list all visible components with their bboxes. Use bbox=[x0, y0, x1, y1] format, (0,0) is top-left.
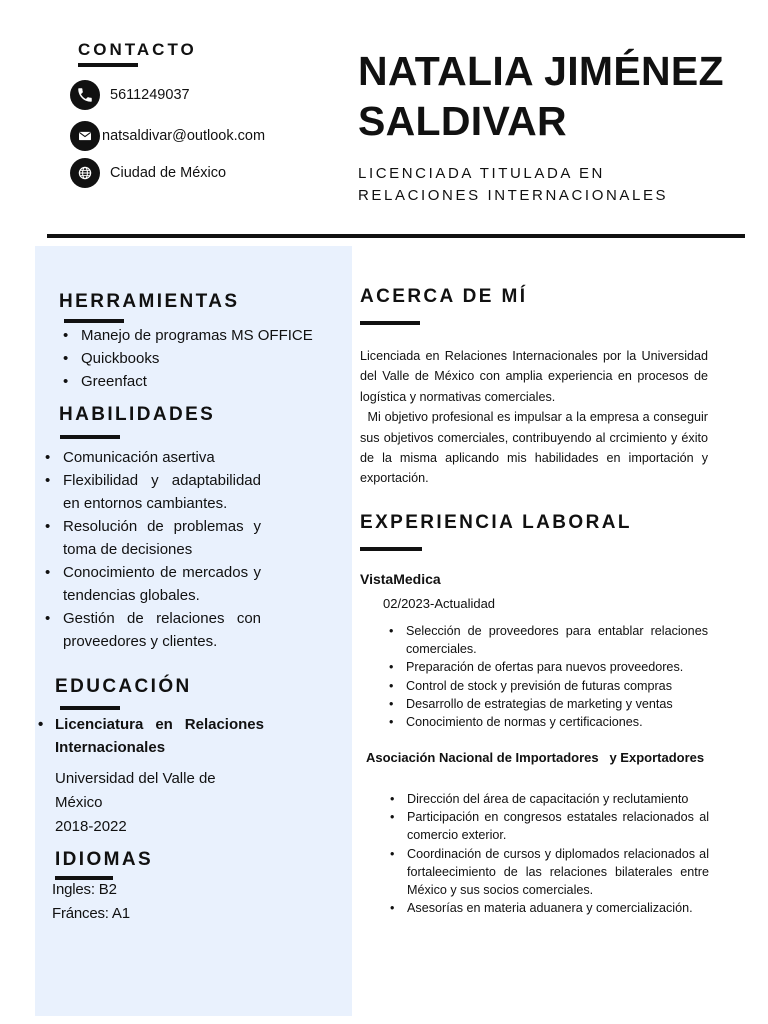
contact-location: Ciudad de México bbox=[110, 165, 227, 181]
contact-location-row bbox=[70, 158, 226, 188]
tools-title-underline bbox=[64, 319, 124, 323]
experience-title-underline bbox=[360, 547, 422, 551]
job-duty: • Asesorías en materia aduanera y comercialización. bbox=[387, 899, 709, 917]
envelope-icon bbox=[70, 121, 100, 151]
person-name-line2: SALDIVAR bbox=[358, 98, 567, 144]
skills-item: • Comunicación asertiva bbox=[43, 446, 261, 469]
about-text bbox=[360, 346, 712, 489]
phone-icon bbox=[70, 80, 100, 110]
skills-item: • Conocimiento de mercados y tendencias globales. bbox=[43, 561, 261, 607]
language-item: Fránces: A1 bbox=[52, 905, 130, 922]
education-school-line2: México bbox=[55, 794, 103, 811]
about-paragraph-2: Mi objetivo profesional es impulsar a la empresa a conseguir sus objetivos comerciales, contribuyendo al crcimiento y éxito de la misma aplicando mis habilidades en importación y exportación. bbox=[360, 410, 712, 486]
skills-item: • Resolución de problemas y toma de decisiones bbox=[43, 515, 261, 561]
about-title: ACERCA DE MÍ bbox=[360, 286, 528, 307]
about-title-underline bbox=[360, 321, 420, 325]
education-list bbox=[36, 713, 264, 759]
job-duties-list bbox=[387, 790, 709, 917]
person-title bbox=[358, 163, 668, 207]
education-school-line1: Universidad del Valle de bbox=[55, 770, 216, 787]
languages-title: IDIOMAS bbox=[55, 849, 154, 870]
language-item: Ingles: B2 bbox=[52, 881, 117, 898]
skills-list bbox=[43, 446, 261, 653]
job-duty: • Dirección del área de capacitación y reclutamiento bbox=[387, 790, 709, 808]
education-years: 2018-2022 bbox=[55, 818, 127, 835]
job-duty: • Selección de proveedores para entablar relaciones comerciales. bbox=[386, 622, 708, 658]
header-divider bbox=[47, 234, 745, 238]
job-company: VistaMedica bbox=[360, 571, 441, 587]
about-paragraph-1: Licenciada en Relaciones Internacionales por la Universidad del Valle de México con amplia experiencia en procesos de logística y normativas comerciales. bbox=[360, 349, 708, 404]
education-title-underline bbox=[60, 706, 120, 710]
job-date: 02/2023-Actualidad bbox=[383, 596, 496, 611]
person-name-line1: NATALIA JIMÉNEZ bbox=[358, 48, 724, 94]
contact-title: CONTACTO bbox=[78, 40, 197, 59]
job-duty: • Conocimiento de normas y certificaciones. bbox=[386, 713, 708, 731]
job-duty: • Control de stock y previsión de futuras compras bbox=[386, 677, 708, 695]
education-title: EDUCACIÓN bbox=[55, 676, 192, 697]
job-company: Asociación Nacional de Importadores y Exportadores bbox=[366, 750, 705, 765]
experience-title: EXPERIENCIA LABORAL bbox=[360, 512, 632, 533]
person-title-line2: RELACIONES INTERNACIONALES bbox=[358, 187, 669, 204]
job-duty: • Preparación de ofertas para nuevos proveedores. bbox=[386, 658, 708, 676]
job-duty: • Coordinación de cursos y diplomados relacionados al fortaleecimiento de las relaciones bilaterales entre México y sus socios comerciales. bbox=[387, 845, 709, 900]
education-school bbox=[55, 767, 216, 839]
globe-icon bbox=[70, 158, 100, 188]
languages-list bbox=[52, 878, 130, 926]
tools-item: • Greenfact bbox=[61, 370, 341, 393]
job-duties-list bbox=[386, 622, 708, 731]
tools-item: • Manejo de programas MS OFFICE bbox=[61, 324, 341, 347]
person-name bbox=[358, 46, 724, 146]
person-title-line1: LICENCIADA TITULADA EN bbox=[358, 165, 605, 182]
contact-email-row bbox=[70, 121, 265, 151]
job-duty: • Desarrollo de estrategias de marketing y ventas bbox=[386, 695, 708, 713]
skills-item: • Gestión de relaciones con proveedores y clientes. bbox=[43, 607, 261, 653]
tools-item: • Quickbooks bbox=[61, 347, 341, 370]
contact-email[interactable]: natsaldivar@outlook.com bbox=[102, 128, 266, 144]
contact-phone[interactable]: 5611249037 bbox=[110, 87, 190, 103]
skills-item: • Flexibilidad y adaptabilidad en entornos cambiantes. bbox=[43, 469, 261, 515]
skills-title-underline bbox=[60, 435, 120, 439]
tools-list bbox=[61, 324, 341, 393]
tools-title: HERRAMIENTAS bbox=[59, 291, 240, 312]
contact-title-underline bbox=[78, 63, 138, 67]
job-duty: • Participación en congresos estatales relacionados al comercio exterior. bbox=[387, 808, 709, 844]
skills-title: HABILIDADES bbox=[59, 404, 216, 425]
contact-phone-row bbox=[70, 80, 190, 110]
education-degree: • Licenciatura en Relaciones Internacionales bbox=[36, 713, 264, 759]
